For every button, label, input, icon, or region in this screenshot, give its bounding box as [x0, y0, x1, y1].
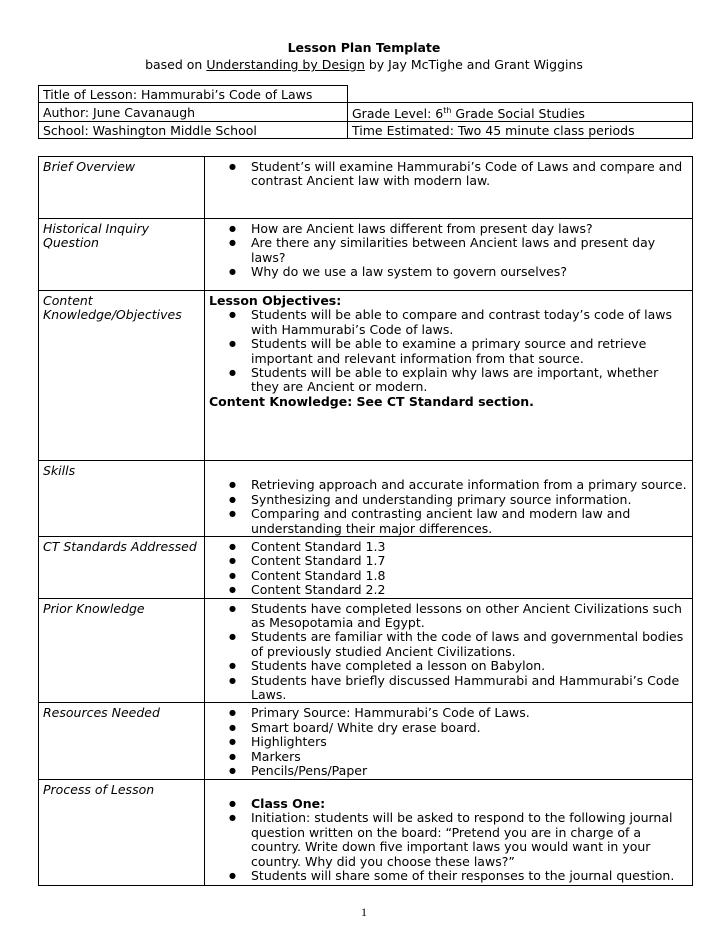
list-item: ● Content Standard 1.8 — [251, 569, 688, 583]
row-overview — [39, 157, 693, 219]
objectives-heading: Lesson Objectives: — [209, 293, 342, 308]
resources-list — [209, 706, 688, 778]
subtitle-prefix: based on — [145, 57, 203, 72]
list-item: ● Are there any similarities between Ancient laws and present day laws? — [251, 236, 688, 265]
content-inquiry — [205, 219, 693, 291]
list-item: ● Comparing and contrasting ancient law and modern law and understanding their major differences. — [251, 507, 688, 536]
row-standards — [39, 537, 693, 599]
label-resources: Resources Needed — [39, 703, 205, 779]
skills-list — [209, 478, 688, 536]
list-item: ● Pencils/Pens/Paper — [251, 764, 688, 778]
list-item: ● Students have briefly discussed Hammurabi and Hammurabi’s Code Laws. — [251, 674, 688, 703]
empty-cell — [348, 86, 693, 103]
list-item: ● Smart board/ White dry erase board. — [251, 721, 688, 735]
row-resources — [39, 703, 693, 779]
list-item: ● Initiation: students will be asked to respond to the following journal question written on the board: “Pretend you are in charge of a country. Write down five important laws you would want in your country. Why did you choose these laws?” — [251, 811, 688, 869]
list-item: ● Class One: — [251, 797, 688, 811]
row-prior — [39, 598, 693, 703]
grade-cell — [348, 103, 693, 122]
row-skills — [39, 461, 693, 537]
content-standards — [205, 537, 693, 599]
label-inquiry-line2: Question — [43, 235, 99, 251]
standards-list — [209, 540, 688, 598]
objectives-list — [209, 308, 688, 394]
school-cell: School: Washington Middle School — [39, 122, 348, 139]
label-prior: Prior Knowledge — [39, 598, 205, 703]
label-inquiry-line1: Historical Inquiry — [43, 221, 149, 236]
list-item: ● Students will share some of their responses to the journal question. — [251, 869, 688, 883]
content-skills — [205, 461, 693, 537]
content-resources — [205, 703, 693, 779]
time-cell: Time Estimated: Two 45 minute class periods — [348, 122, 693, 139]
content-overview — [205, 157, 693, 219]
list-item: ● Highlighters — [251, 735, 688, 749]
list-item: ● Markers — [251, 750, 688, 764]
list-item: ● Content Standard 1.7 — [251, 554, 688, 568]
book-title: Understanding by Design — [206, 57, 365, 72]
page-number: 1 — [361, 905, 367, 919]
inquiry-list — [209, 222, 688, 280]
label-process: Process of Lesson — [39, 779, 205, 885]
author-cell: Author: June Cavanaugh — [39, 103, 348, 122]
label-content: Content Knowledge/Objectives — [39, 291, 205, 461]
label-inquiry — [39, 219, 205, 291]
row-inquiry — [39, 219, 693, 291]
process-list — [209, 797, 688, 883]
grade-prefix: Grade Level: 6 — [352, 106, 444, 122]
list-item: ● Students are familiar with the code of laws and governmental bodies of previously studied Ancient Civilizations. — [251, 630, 688, 659]
list-item: ● Students will be able to examine a primary source and retrieve important and relevant information from that source. — [251, 337, 688, 366]
prior-list — [209, 602, 688, 703]
page-subtitle — [0, 57, 728, 72]
list-item: ● Synthesizing and understanding primary source information. — [251, 493, 688, 507]
lesson-plan-table — [38, 156, 693, 886]
content-knowledge-note: Content Knowledge: See CT Standard section. — [209, 393, 534, 409]
list-item: ● Why do we use a law system to govern ourselves? — [251, 265, 688, 279]
row-content — [39, 291, 693, 461]
content-objectives — [205, 291, 693, 461]
list-item: ● Student’s will examine Hammurabi’s Code of Laws and compare and contrast Ancient law with modern law. — [251, 160, 688, 189]
subtitle-suffix: by Jay McTighe and Grant Wiggins — [368, 57, 583, 72]
list-item: ● Students will be able to compare and contrast today’s code of laws with Hammurabi’s Code of laws. — [251, 308, 688, 337]
list-item: ● How are Ancient laws different from present day laws? — [251, 222, 688, 236]
label-skills: Skills — [39, 461, 205, 537]
lesson-info-table — [38, 85, 693, 139]
grade-suffix: Grade Social Studies — [451, 106, 585, 122]
content-process — [205, 779, 693, 885]
label-standards: CT Standards Addressed — [39, 537, 205, 599]
overview-list — [209, 160, 688, 189]
list-item: ● Content Standard 1.3 — [251, 540, 688, 554]
list-item: ● Students have completed lessons on other Ancient Civilizations such as Mesopotamia and Egypt. — [251, 602, 688, 631]
list-item: ● Primary Source: Hammurabi’s Code of Laws. — [251, 706, 688, 720]
page-title: Lesson Plan Template — [287, 40, 441, 55]
lesson-title-cell: Title of Lesson: Hammurabi’s Code of Laws — [39, 86, 348, 103]
list-item: ● Retrieving approach and accurate information from a primary source. — [251, 478, 688, 492]
list-item: ● Students have completed a lesson on Babylon. — [251, 659, 688, 673]
label-overview: Brief Overview — [39, 157, 205, 219]
list-item: ● Content Standard 2.2 — [251, 583, 688, 597]
row-process — [39, 779, 693, 885]
list-item: ● Students will be able to explain why laws are important, whether they are Ancient or modern. — [251, 366, 688, 395]
content-prior — [205, 598, 693, 703]
grade-sup: th — [443, 106, 452, 115]
